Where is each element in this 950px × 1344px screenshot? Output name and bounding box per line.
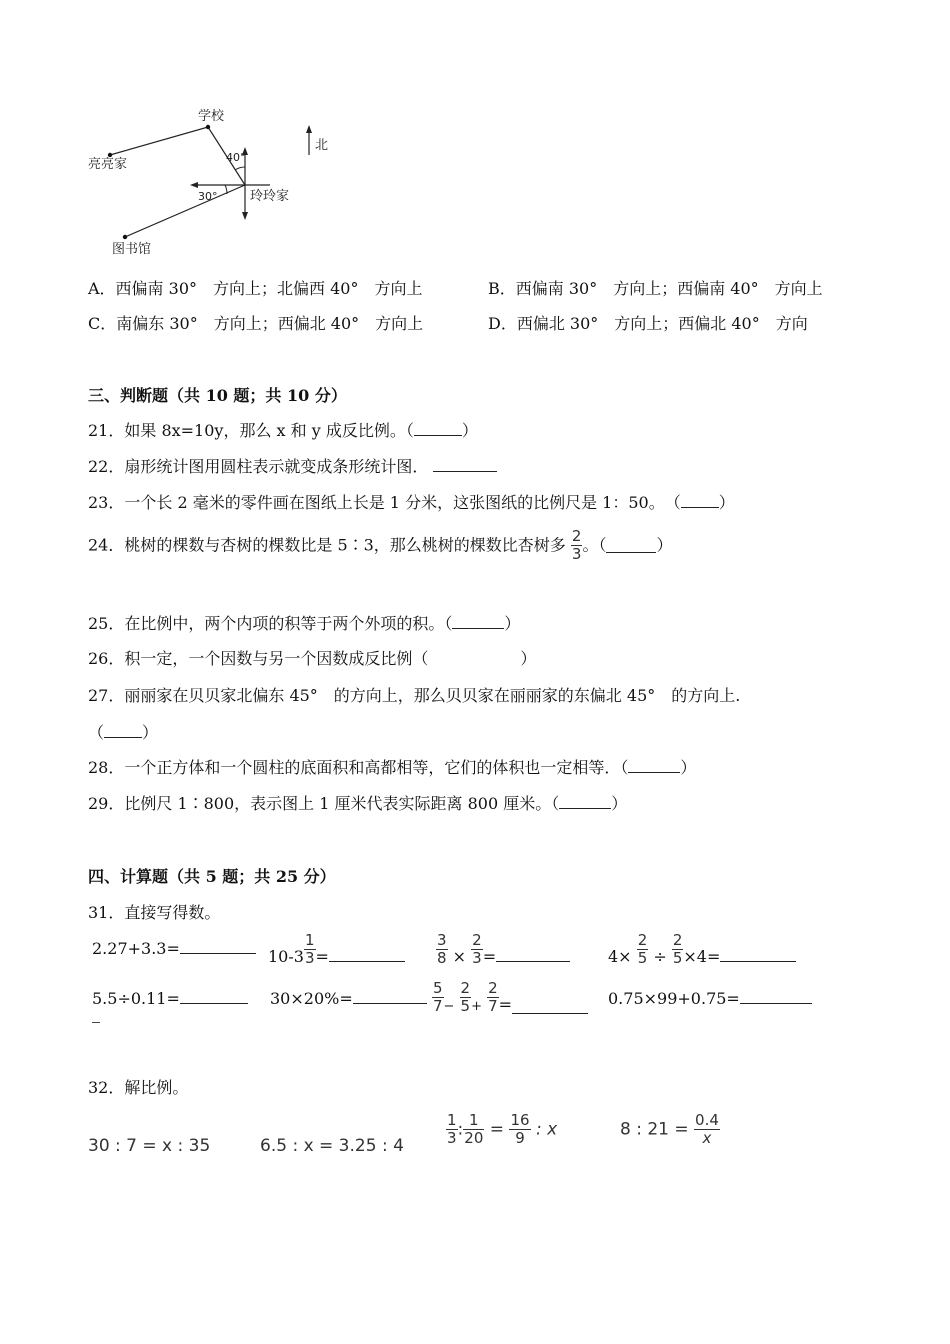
point-library — [123, 235, 127, 239]
question-27-line1: 27．丽丽家在贝贝家北偏东 45° 的方向上，那么贝贝家在丽丽家的东偏北 45° 的方向上. — [88, 686, 741, 705]
q22-text: 22．扇形统计图用圆柱表示就变成条形统计图． — [88, 457, 429, 476]
q22-answer-blank[interactable] — [433, 457, 497, 472]
question-21 — [88, 420, 478, 442]
calc-7-fraction-1 — [432, 980, 444, 1015]
q25-text: 25．在比例中，两个内项的积等于两个外项的积。（ — [88, 614, 453, 633]
q24-fraction — [571, 528, 583, 563]
calc-6-answer-blank[interactable] — [353, 989, 427, 1004]
question-32: 32．解比例。 — [88, 1078, 189, 1097]
p3-den-3: 9 — [509, 1129, 530, 1147]
section3-title: 三、判断题（共 10 题；共 10 分） — [88, 386, 347, 405]
label-north: 北 — [315, 138, 329, 153]
calc-3-answer-blank[interactable] — [496, 947, 570, 962]
calc-6 — [270, 988, 427, 1010]
calc-4-fraction-2 — [672, 932, 684, 967]
calc-4-num-2: 2 — [672, 931, 683, 949]
p3-eq: = — [489, 1119, 505, 1140]
q24-text: 24．桃树的棵数与杏树的棵数比是 5∶3，那么桃树的棵数比杏树多 — [88, 535, 566, 555]
calc-5 — [92, 988, 248, 1010]
calc-4-num-1: 2 — [637, 931, 648, 949]
p4-num: 0.4 — [695, 1111, 719, 1129]
calc-7-eq: = — [498, 995, 513, 1014]
q28-answer-blank[interactable] — [628, 758, 680, 773]
calc-7-den-2: 5 — [460, 997, 471, 1015]
calc-3-num-1: 3 — [437, 931, 447, 949]
calc-7 — [432, 980, 588, 1018]
calc-7-den-1: 7 — [433, 997, 443, 1015]
calc-5-expr: 5.5÷0.11= — [92, 989, 180, 1008]
direction-diagram — [80, 105, 340, 265]
q25-answer-blank[interactable] — [452, 614, 504, 629]
calc-2-den: 3 — [304, 949, 315, 967]
p3-fraction-2 — [463, 1112, 484, 1147]
q21-text: 21．如果 8x=10y，那么 x 和 y 成反比例。（ — [88, 421, 414, 440]
question-29 — [88, 793, 627, 815]
calc-7-num-2: 2 — [460, 979, 471, 997]
q27-answer-blank[interactable] — [104, 723, 142, 738]
option-c: C．南偏东 30° 方向上；西偏北 40° 方向上 — [88, 314, 424, 333]
calc-4-fraction-1 — [637, 932, 649, 967]
p3-fraction-3 — [509, 1112, 530, 1147]
option-d: D．西偏北 30° 方向上；西偏北 40° 方向 — [488, 314, 808, 333]
calc-2-answer-blank[interactable] — [329, 947, 405, 962]
q29-answer-blank[interactable] — [559, 794, 611, 809]
calc-3-fraction-2 — [471, 932, 483, 967]
calc-5-blank-tail — [92, 1022, 100, 1023]
calc-3-num-2: 2 — [472, 931, 482, 949]
proportion-1: 30 : 7 = x : 35 — [88, 1136, 211, 1156]
calc-4 — [608, 932, 796, 968]
calc-4-den-2: 5 — [672, 949, 683, 967]
arrow-left-icon — [190, 182, 198, 188]
p4-pre: 8 : 21 = — [620, 1119, 689, 1140]
p4-den: x — [694, 1129, 720, 1147]
calc-6-expr: 30×20%= — [270, 989, 353, 1008]
calc-3 — [436, 932, 570, 968]
proportion-4 — [620, 1112, 720, 1147]
calc-2-eq: = — [315, 947, 329, 966]
calc-8-answer-blank[interactable] — [740, 989, 812, 1004]
calc-5-answer-blank[interactable] — [180, 989, 248, 1004]
q28-text: 28．一个正方体和一个圆柱的底面积和高都相等，它们的体积也一定相等．（ — [88, 758, 629, 777]
q24-post: 。（ — [582, 535, 607, 555]
label-lingling: 玲玲家 — [250, 189, 290, 204]
calc-1-expr: 2.27+3.3= — [92, 939, 180, 958]
q29-text: 29．比例尺 1∶800，表示图上 1 厘米代表实际距离 800 厘米。（ — [88, 794, 560, 813]
calc-7-num-3: 2 — [488, 979, 498, 997]
question-28 — [88, 757, 696, 779]
label-school: 学校 — [198, 109, 225, 124]
question-26 — [88, 648, 536, 670]
arrow-down-icon — [242, 212, 248, 220]
q26-text: 26．积一定，一个因数与另一个因数成反比例（ — [88, 649, 429, 668]
calc-7-minus: − — [443, 999, 455, 1014]
q29-close: ） — [611, 794, 628, 813]
section4-title: 四、计算题（共 5 题；共 25 分） — [88, 867, 336, 886]
calc-1 — [92, 938, 256, 960]
p4-fraction — [694, 1112, 720, 1147]
q26-close: ） — [520, 649, 537, 668]
calc-7-answer-blank[interactable] — [512, 999, 588, 1014]
q27-close: ） — [142, 723, 159, 742]
label-liangliang: 亮亮家 — [88, 157, 128, 172]
calc-4-post: ×4= — [683, 947, 721, 966]
calc-2 — [268, 932, 405, 968]
calc-2-fraction — [304, 932, 316, 967]
calc-2-pre: 10-3 — [268, 947, 304, 966]
calc-7-plus: + — [471, 999, 482, 1014]
q24-fraction-numerator: 2 — [571, 527, 582, 545]
calc-4-div: ÷ — [653, 947, 667, 966]
calc-3-eq: = — [482, 947, 497, 966]
q27-open: （ — [88, 723, 105, 742]
question-27-line2 — [88, 722, 158, 744]
q24-close: ） — [656, 535, 673, 555]
line-liangliang-school — [110, 127, 208, 155]
question-22 — [88, 456, 497, 478]
calc-7-den-3: 7 — [488, 997, 498, 1015]
q23-text: 23．一个长 2 毫米的零件画在图纸上长是 1 分米，这张图纸的比例尺是 1：50。 （ — [88, 493, 681, 512]
q21-close: ） — [461, 421, 478, 440]
calc-8 — [608, 988, 812, 1010]
p3-num-1: 1 — [447, 1111, 457, 1129]
p3-den-2: 20 — [464, 1129, 484, 1147]
p3-fraction-1 — [446, 1112, 458, 1147]
q23-answer-blank[interactable] — [681, 493, 719, 508]
calc-2-num: 1 — [304, 931, 315, 949]
calc-4-den-1: 5 — [637, 949, 648, 967]
calc-3-den-2: 3 — [472, 949, 482, 967]
question-24 — [88, 528, 672, 563]
question-23 — [88, 492, 735, 514]
calc-1-answer-blank[interactable] — [180, 939, 256, 954]
p3-den-1: 3 — [447, 1129, 457, 1147]
calc-3-fraction-1 — [436, 932, 448, 967]
proportion-3 — [446, 1112, 557, 1147]
p3-num-3: 16 — [510, 1111, 530, 1129]
label-angle-30: 30° — [198, 190, 218, 203]
calc-3-den-1: 8 — [437, 949, 447, 967]
q23-close: ） — [718, 493, 735, 512]
calc-7-fraction-2 — [460, 980, 472, 1015]
label-library: 图书馆 — [112, 242, 152, 257]
point-school — [206, 125, 210, 129]
p3-num-2: 1 — [469, 1111, 479, 1129]
p3-tail: : x — [535, 1119, 558, 1140]
q28-close: ） — [680, 758, 697, 777]
proportion-2: 6.5 : x = 3.25 : 4 — [260, 1136, 404, 1156]
option-b: B．西偏南 30° 方向上；西偏南 40° 方向上 — [488, 279, 823, 298]
p3-colon: : — [457, 1119, 464, 1140]
q25-close: ） — [504, 614, 521, 633]
q24-answer-blank[interactable] — [606, 538, 656, 553]
label-angle-40: 40° — [226, 151, 246, 164]
q21-answer-blank[interactable] — [414, 421, 462, 436]
north-arrow-icon — [306, 125, 312, 133]
calc-7-fraction-3 — [487, 980, 499, 1015]
option-a: A．西偏南 30° 方向上；北偏西 40° 方向上 — [88, 279, 423, 298]
question-31: 31．直接写得数。 — [88, 903, 221, 922]
calc-7-num-1: 5 — [433, 979, 443, 997]
calc-4-answer-blank[interactable] — [720, 947, 796, 962]
q24-fraction-denominator: 3 — [571, 545, 582, 563]
question-25 — [88, 613, 520, 635]
calc-8-expr: 0.75×99+0.75= — [608, 989, 740, 1008]
calc-4-pre: 4× — [608, 947, 632, 966]
angle-arc-40 — [235, 167, 245, 170]
calc-3-times: × — [452, 947, 467, 966]
